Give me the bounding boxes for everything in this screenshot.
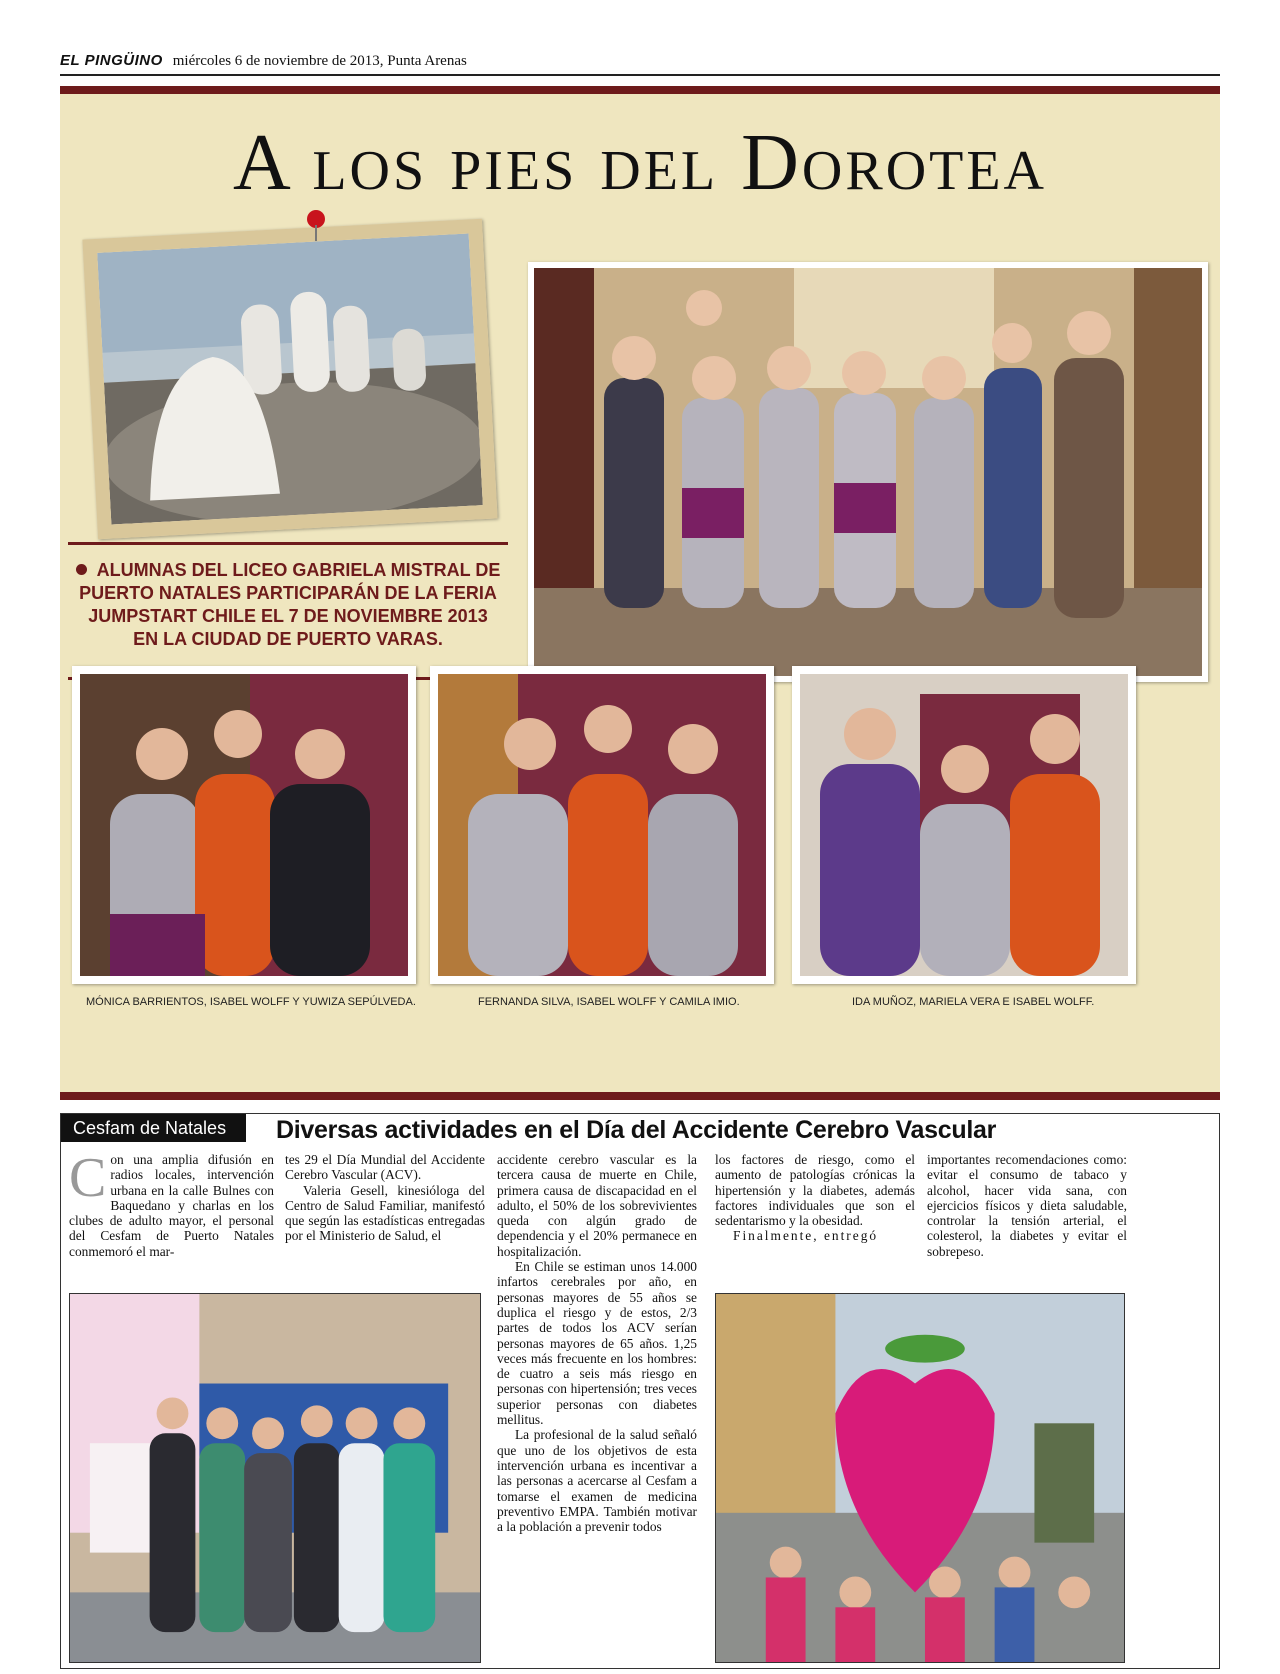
cesfam-staff-photo [69,1293,481,1663]
pushpin-icon [303,209,329,243]
main-caption-text: ALUMNAS DEL LICEO GABRIELA MISTRAL DE PUERTO NATALES PARTICIPARÁN DE LA FERIA JUMPSTART CHILE EL 7 DE NOVIEMBRE 2013 EN LA CIUDAD DE PUERTO VARAS. [79,560,501,649]
article-column-3 [497,1152,697,1534]
feature-title: A los pies del Dorotea [232,119,1047,207]
article-column-1 [69,1147,274,1259]
col3-paragraph-2: En Chile se estiman unos 14.000 infartos cerebrales por año, en personas mayores de 55 años se duplica el riesgo y de estos, 2/3 partes de todos los ACV serían personas mayores de 65 años. 1,25 veces más frecuente en los hombres: de cuatro a seis más riesgo en personas con hipertensión; tres veces superior personas con diabetes mellitus. [497,1259,697,1428]
monument-photo [82,219,497,540]
main-caption-box [68,542,508,680]
student-photo-2 [430,666,774,984]
section-tab: Cesfam de Natales [61,1114,246,1142]
col4-paragraph-1: los factores de riesgo, como el aumento de patologías crónicas la hipertensión y la diabetes, además factores individuales que son el sedentarismo y la obesidad. [715,1152,915,1229]
date-line: miércoles 6 de noviembre de 2013, Punta Arenas [172,53,467,69]
feature-panel [60,86,1220,1100]
article-column-2 [285,1152,485,1244]
student-photo-1 [72,666,416,984]
photo-caption-1: MÓNICA BARRIENTOS, ISABEL WOLFF Y YUWIZA SEPÚLVEDA. [86,996,416,1008]
col3-paragraph-1: accidente cerebro vascular es la tercera causa de muerte en Chile, primera causa de discapacidad en el adulto, el 50% de los sobrevivientes queda con algún grado de dependencia y el 20% permanece en hospitalización. [497,1152,697,1259]
col2-paragraph-1: tes 29 el Día Mundial del Accidente Cerebro Vascular (ACV). [285,1152,485,1183]
photo-caption-2: FERNANDA SILVA, ISABEL WOLFF Y CAMILA IMIO. [478,996,740,1008]
student-photo-3 [792,666,1136,984]
col4-paragraph-2: Finalmente, entregó [733,1228,879,1244]
col2-paragraph-2: Valeria Gesell, kinesióloga del Centro de Salud Familiar, manifestó que según las estadísticas entregadas por el Ministerio de Salud, el [285,1182,485,1244]
article [60,1113,1220,1669]
caption-bullet-icon [76,564,87,575]
group-photo [528,262,1208,682]
article-column-5 [927,1152,1127,1259]
article-column-4 [715,1152,915,1244]
masthead [60,52,1220,76]
heart-mascot-photo [715,1293,1125,1663]
col3-paragraph-3: La profesional de la salud señaló que uno de los objetivos de esta intervención urbana es incentivar a las personas a acercarse al Cesfam a tomarse el examen de medicina preventivo EMPA. También motivar a la población a prevenir todos [497,1427,697,1535]
col5-paragraph: importantes recomendaciones como: evitar el consumo de tabaco y alcohol, hacer vida sana, con ejercicios físicos y dieta saludable, controlar la tensión arterial, el colesterol, la diabetes y evitar el sobrepeso. [927,1152,1127,1259]
newspaper-name: EL PINGÜINO [60,52,163,69]
article-headline: Diversas actividades en el Día del Accidente Cerebro Vascular [276,1116,997,1144]
col1-text: on una amplia difusión en radios locales, intervención urbana en la calle Bulnes con Baquedano y charlas en los clubes de adulto mayor, el personal del Cesfam de Puerto Natales conmemoró el mar- [69,1152,274,1259]
photo-caption-3: IDA MUÑOZ, MARIELA VERA E ISABEL WOLFF. [852,996,1095,1008]
drop-cap: C [69,1147,107,1209]
